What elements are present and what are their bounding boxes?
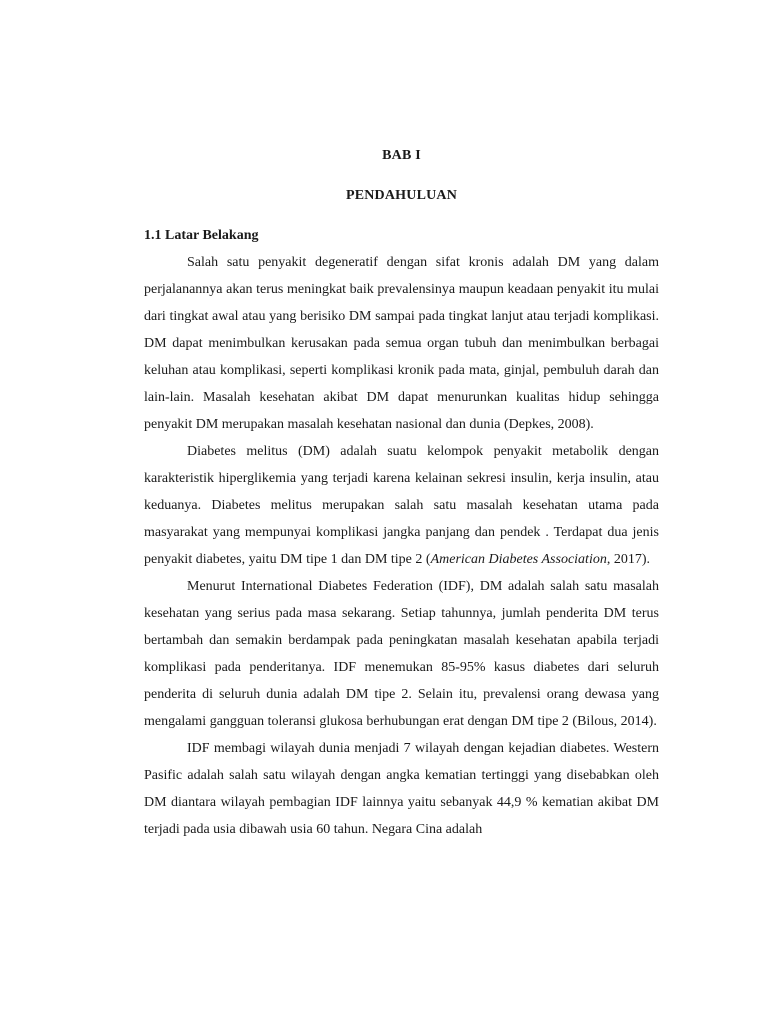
chapter-number: BAB I [382,148,421,163]
paragraph-2-text-end: , 2017). [606,552,651,567]
paragraph-2 [144,438,659,573]
paragraph-4: IDF membagi wilayah dunia menjadi 7 wilayah dengan kejadian diabetes. Western Pasific adalah salah satu wilayah dengan angka kematian tertinggi yang disebabkan oleh DM diantara wilayah pembagian IDF lainnya yaitu sebanyak 44,9 % kematian akibat DM terjadi pada usia dibawah usia 60 tahun. Negara Cina adalah [144,741,659,837]
paragraph-1: Salah satu penyakit degeneratif dengan sifat kronis adalah DM yang dalam perjalanannya akan terus meningkat baik prevalensinya maupun keadaan penyakit itu mulai dari tingkat awal atau yang berisiko DM sampai pada tingkat lanjut atau terjadi komplikasi. DM dapat menimbulkan kerusakan pada semua organ tubuh dan menimbulkan berbagai keluhan atau komplikasi, seperti komplikasi kronik pada mata, ginjal, pembuluh darah dan lain-lain. Masalah kesehatan akibat DM dapat menurunkan kualitas hidup sehingga penyakit DM merupakan masalah kesehatan nasional dan dunia (Depkes, 2008). [144,255,659,432]
chapter-title: PENDAHULUAN [345,188,458,203]
paragraph-2-text: Diabetes melitus (DM) adalah suatu kelompok penyakit metabolik dengan karakteristik hiperglikemia yang terjadi karena kelainan sekresi insulin, kerja insulin, atau keduanya. Diabetes melitus merupakan salah satu masalah kesehatan utama pada masyarakat yang mempunyai komplikasi jangka panjang dan pendek . Terdapat dua jenis penyakit diabetes, yaitu DM tipe 1 dan DM tipe 2 ( [144,444,659,567]
paragraph-3: Menurut International Diabetes Federation (IDF), DM adalah salah satu masalah kesehatan yang serius pada masa sekarang. Setiap tahunnya, jumlah penderita DM terus bertambah dan semakin berdampak pada peningkatan masalah kesehatan apabila terjadi komplikasi pada penderitanya. IDF menemukan 85-95% kasus diabetes dari seluruh penderita di seluruh dunia adalah DM tipe 2. Selain itu, prevalensi orang dewasa yang mengalami gangguan toleransi glukosa berhubungan erat dengan DM tipe 2 (Bilous, 2014). [144,579,659,729]
section-heading: 1.1 Latar Belakang [144,228,259,243]
paragraph-2-italic-citation: American Diabetes Association [430,552,607,567]
body-text [144,249,659,843]
